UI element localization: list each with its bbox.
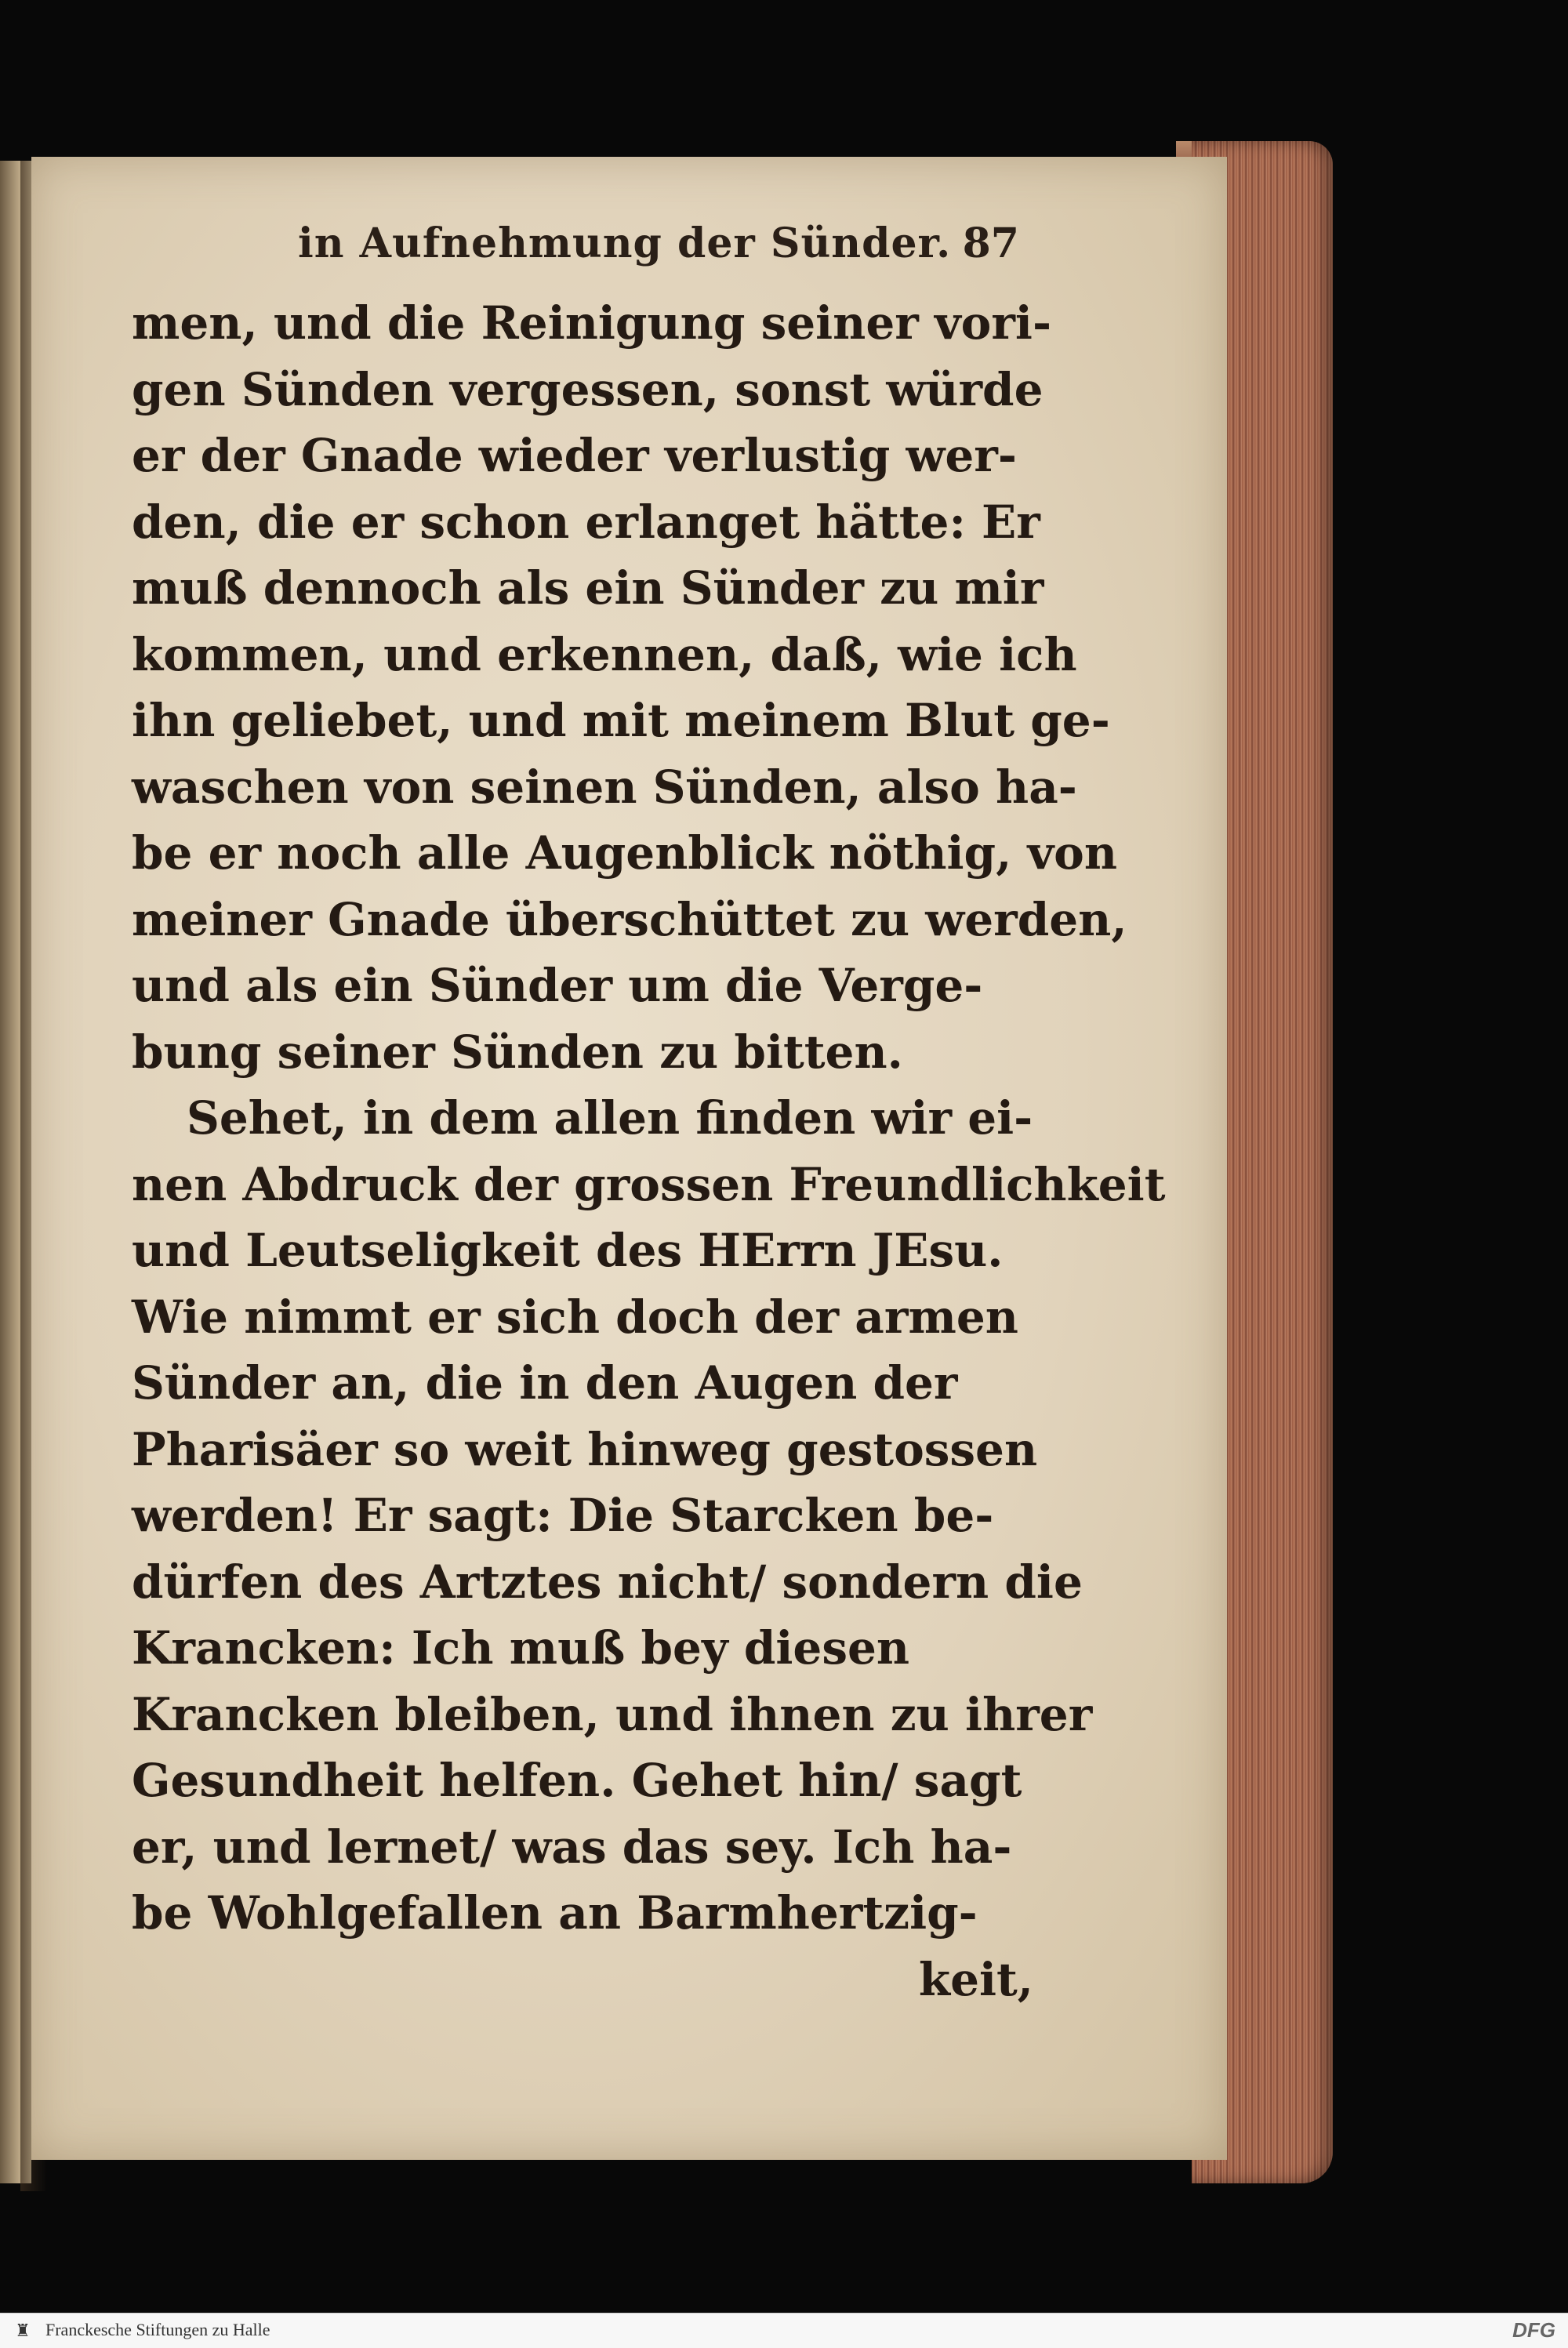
text-line: bung seiner Sünden zu bitten. bbox=[132, 1025, 903, 1079]
running-header bbox=[298, 212, 1019, 282]
text-line: waschen von seinen Sünden, also ha- bbox=[132, 760, 1077, 814]
running-title: in Aufnehmung der Sünder. bbox=[298, 220, 952, 267]
page-text bbox=[132, 290, 1166, 2012]
text-line: er, und lernet/ was das sey. Ich ha- bbox=[132, 1820, 1012, 1874]
text-line: werden! Er sagt: Die Starcken be- bbox=[132, 1489, 994, 1542]
text-line: Krancken bleiben, und ihnen zu ihrer bbox=[132, 1687, 1093, 1741]
dfg-logo: DFG bbox=[1512, 2318, 1555, 2342]
text-line: be er noch alle Augenblick nöthig, von bbox=[132, 826, 1118, 880]
page-number: 87 bbox=[962, 220, 1019, 267]
text-line: dürfen des Artztes nicht/ sondern die bbox=[132, 1555, 1083, 1609]
text-line: ihn geliebet, und mit meinem Blut ge- bbox=[132, 694, 1110, 747]
text-line: men, und die Reinigung seiner vori- bbox=[132, 296, 1052, 350]
text-line: Gesundheit helfen. Gehet hin/ sagt bbox=[132, 1754, 1022, 1807]
text-line: Pharisäer so weit hinweg gestossen bbox=[132, 1422, 1038, 1476]
text-line: und Leutseligkeit des HErrn JEsu. bbox=[132, 1224, 1004, 1277]
text-line: kommen, und erkennen, daß, wie ich bbox=[132, 627, 1077, 681]
text-line: und als ein Sünder um die Verge- bbox=[132, 959, 983, 1012]
text-line: be Wohlgefallen an Barmhertzig- bbox=[132, 1886, 978, 1940]
footer-bar bbox=[0, 2313, 1568, 2348]
text-line: er der Gnade wieder verlustig wer- bbox=[132, 429, 1017, 482]
francke-foundation-logo-icon: ♜ bbox=[15, 2321, 31, 2341]
text-line: meiner Gnade überschüttet zu werden, bbox=[132, 892, 1127, 946]
text-line: Wie nimmt er sich doch der armen bbox=[132, 1290, 1018, 1344]
text-line: Krancken: Ich muß bey diesen bbox=[132, 1621, 910, 1675]
paragraph-first-line: Sehet, in dem allen finden wir ei- bbox=[187, 1091, 1033, 1145]
text-line: nen Abdruck der grossen Freundlichkeit bbox=[132, 1157, 1166, 1211]
catchword: keit, bbox=[918, 1952, 1033, 2006]
text-line: muß dennoch als ein Sünder zu mir bbox=[132, 561, 1044, 615]
text-line: den, die er schon erlanget hätte: Er bbox=[132, 495, 1040, 549]
text-line: Sünder an, die in den Augen der bbox=[132, 1356, 958, 1410]
text-line: gen Sünden vergessen, sonst würde bbox=[132, 362, 1044, 416]
institution-name: Franckesche Stiftungen zu Halle bbox=[45, 2320, 270, 2339]
